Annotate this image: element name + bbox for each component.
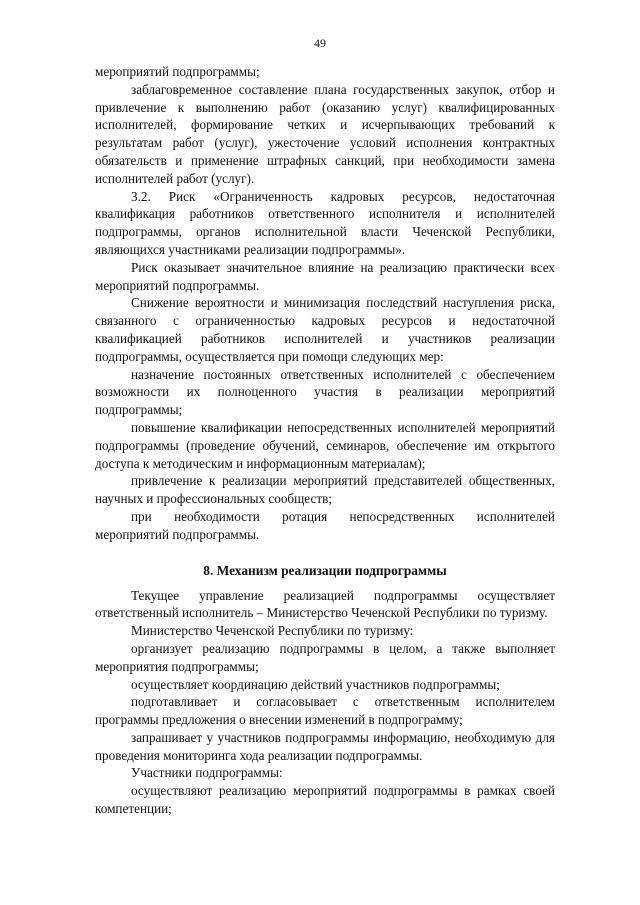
paragraph: назначение постоянных ответственных исполнителей с обеспечением возможности их полноценного участия в реализации мероприятий подпрограммы; xyxy=(95,366,555,418)
paragraph: мероприятий подпрограммы; xyxy=(95,64,260,79)
paragraph: осуществляет координацию действий участников подпрограммы; xyxy=(131,676,500,692)
page-number: 49 xyxy=(314,36,326,50)
paragraph: Риск оказывает значительное влияние на реализацию практически всех мероприятий подпрограммы. xyxy=(95,259,555,293)
paragraph: Министерство Чеченской Республики по туризму: xyxy=(131,623,414,639)
paragraph: подготавливает и согласовывает с ответственным исполнителем программы предложения о внесении изменений в подпрограмму; xyxy=(95,694,555,728)
paragraph: 3.2. Риск «Ограниченность кадровых ресурсов, недостаточная квалификация работников ответственного исполнителя и исполнителей подпрограммы, органов исполнительной власти Чеченской Республики, являющихся участниками реализации подпрограммы». xyxy=(95,188,555,257)
paragraph: повышение квалификации непосредственных исполнителей мероприятий подпрограммы (проведение обучений, семинаров, обеспечение им открытого доступа к методическим и информационным материалам); xyxy=(95,419,555,471)
section-7-continuation xyxy=(95,63,555,544)
paragraph: Участники подпрограммы: xyxy=(131,765,283,781)
paragraph: осуществляют реализацию мероприятий подпрограммы в рамках своей компетенции; xyxy=(95,783,555,817)
document-body xyxy=(95,63,555,818)
section-heading: 8. Механизм реализации подпрограммы xyxy=(203,562,447,578)
paragraph: при необходимости ротация непосредственных исполнителей мероприятий подпрограммы. xyxy=(95,508,555,542)
paragraph: привлечение к реализации мероприятий представителей общественных, научных и профессиональных сообществ; xyxy=(95,473,555,507)
paragraph: Текущее управление реализацией подпрограммы осуществляет ответственный исполнитель – Министерство Чеченской Республики по туризму. xyxy=(95,587,555,621)
paragraph: организует реализацию подпрограммы в целом, а также выполняет мероприятия подпрограммы; xyxy=(95,640,555,674)
section-8-body xyxy=(95,587,555,818)
paragraph: Снижение вероятности и минимизация последствий наступления риска, связанного с ограниченностью кадровых ресурсов и недостаточной квалификацией работников исполнителей и участников реализации подпрограммы, осуществляется при помощи следующих мер: xyxy=(95,295,555,364)
paragraph: запрашивает у участников подпрограммы информацию, необходимую для проведения мониторинга хода реализации подпрограммы. xyxy=(95,729,555,763)
paragraph: заблаговременное составление плана государственных закупок, отбор и привлечение к выполнению работ (оказанию услуг) квалифицированных исполнителей, формирование четких и исчерпывающих требований к результатам работ (услуг), ужесточение условий исполнения контрактных обязательств и применение штрафных санкций, при необходимости замена исполнителей работ (услуг). xyxy=(95,81,555,186)
